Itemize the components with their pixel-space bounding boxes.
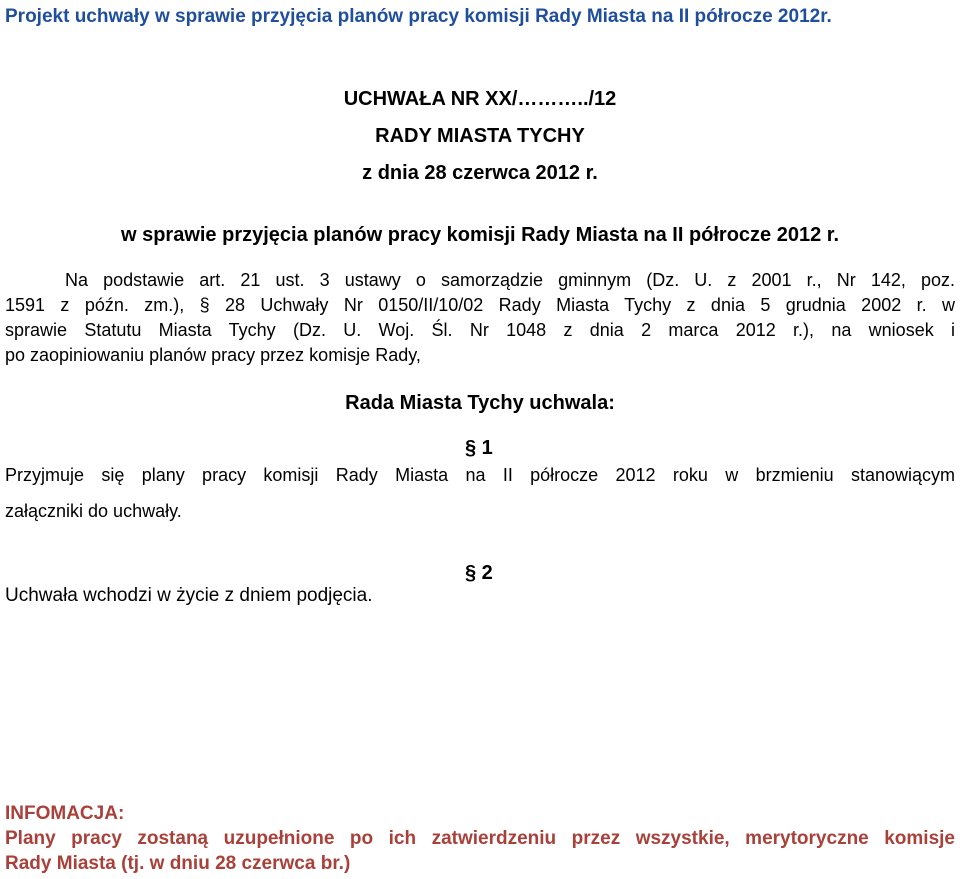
preamble-line: 1591 z późn. zm.), § 28 Uchwały Nr 0150/II/10/02 Rady Miasta Tychy z dnia 5 grudnia 2002 r. w <box>5 295 955 315</box>
council-name: RADY MIASTA TYCHY <box>375 125 585 147</box>
info-line: Plany pracy zostaną uzupełnione po ich zatwierdzeniu przez wszystkie, merytoryczne komisje <box>5 828 955 849</box>
preamble-line: Na podstawie art. 21 ust. 3 ustawy o samorządzie gminnym (Dz. U. z 2001 r., Nr 142, poz. <box>65 270 955 290</box>
info-block <box>5 801 955 876</box>
info-line: Rady Miasta (tj. w dniu 28 czerwca br.) <box>5 853 351 874</box>
section-1-text <box>5 463 955 488</box>
resolution-number: UCHWAŁA NR XX/………../12 <box>343 88 617 110</box>
preamble-paragraph <box>5 268 955 368</box>
section-2-mark: § 2 <box>465 562 493 584</box>
preamble-line: sprawie Statutu Miasta Tychy (Dz. U. Woj. Śl. Nr 1048 z dnia 2 marca 2012 r.), na wniosek i <box>5 320 955 340</box>
section-1-line: Przyjmuje się plany pracy komisji Rady Miasta na II półrocze 2012 roku w brzmieniu stanowiącym <box>5 465 955 485</box>
info-heading: INFOMACJA: <box>5 803 125 824</box>
section-2-text: Uchwała wchodzi w życie z dniem podjęcia. <box>5 585 373 606</box>
resolution-date: z dnia 28 czerwca 2012 r. <box>362 162 598 184</box>
document-header-title: Projekt uchwały w sprawie przyjęcia planów pracy komisji Rady Miasta na II półrocze 2012r. <box>5 6 832 27</box>
section-1-mark: § 1 <box>465 437 493 459</box>
decree-statement: Rada Miasta Tychy uchwala: <box>345 392 615 414</box>
resolution-subject: w sprawie przyjęcia planów pracy komisji Rady Miasta na II półrocze 2012 r. <box>120 224 840 246</box>
section-1-line: załączniki do uchwały. <box>5 501 182 521</box>
preamble-line: po zaopiniowaniu planów pracy przez komisje Rady, <box>5 345 421 365</box>
